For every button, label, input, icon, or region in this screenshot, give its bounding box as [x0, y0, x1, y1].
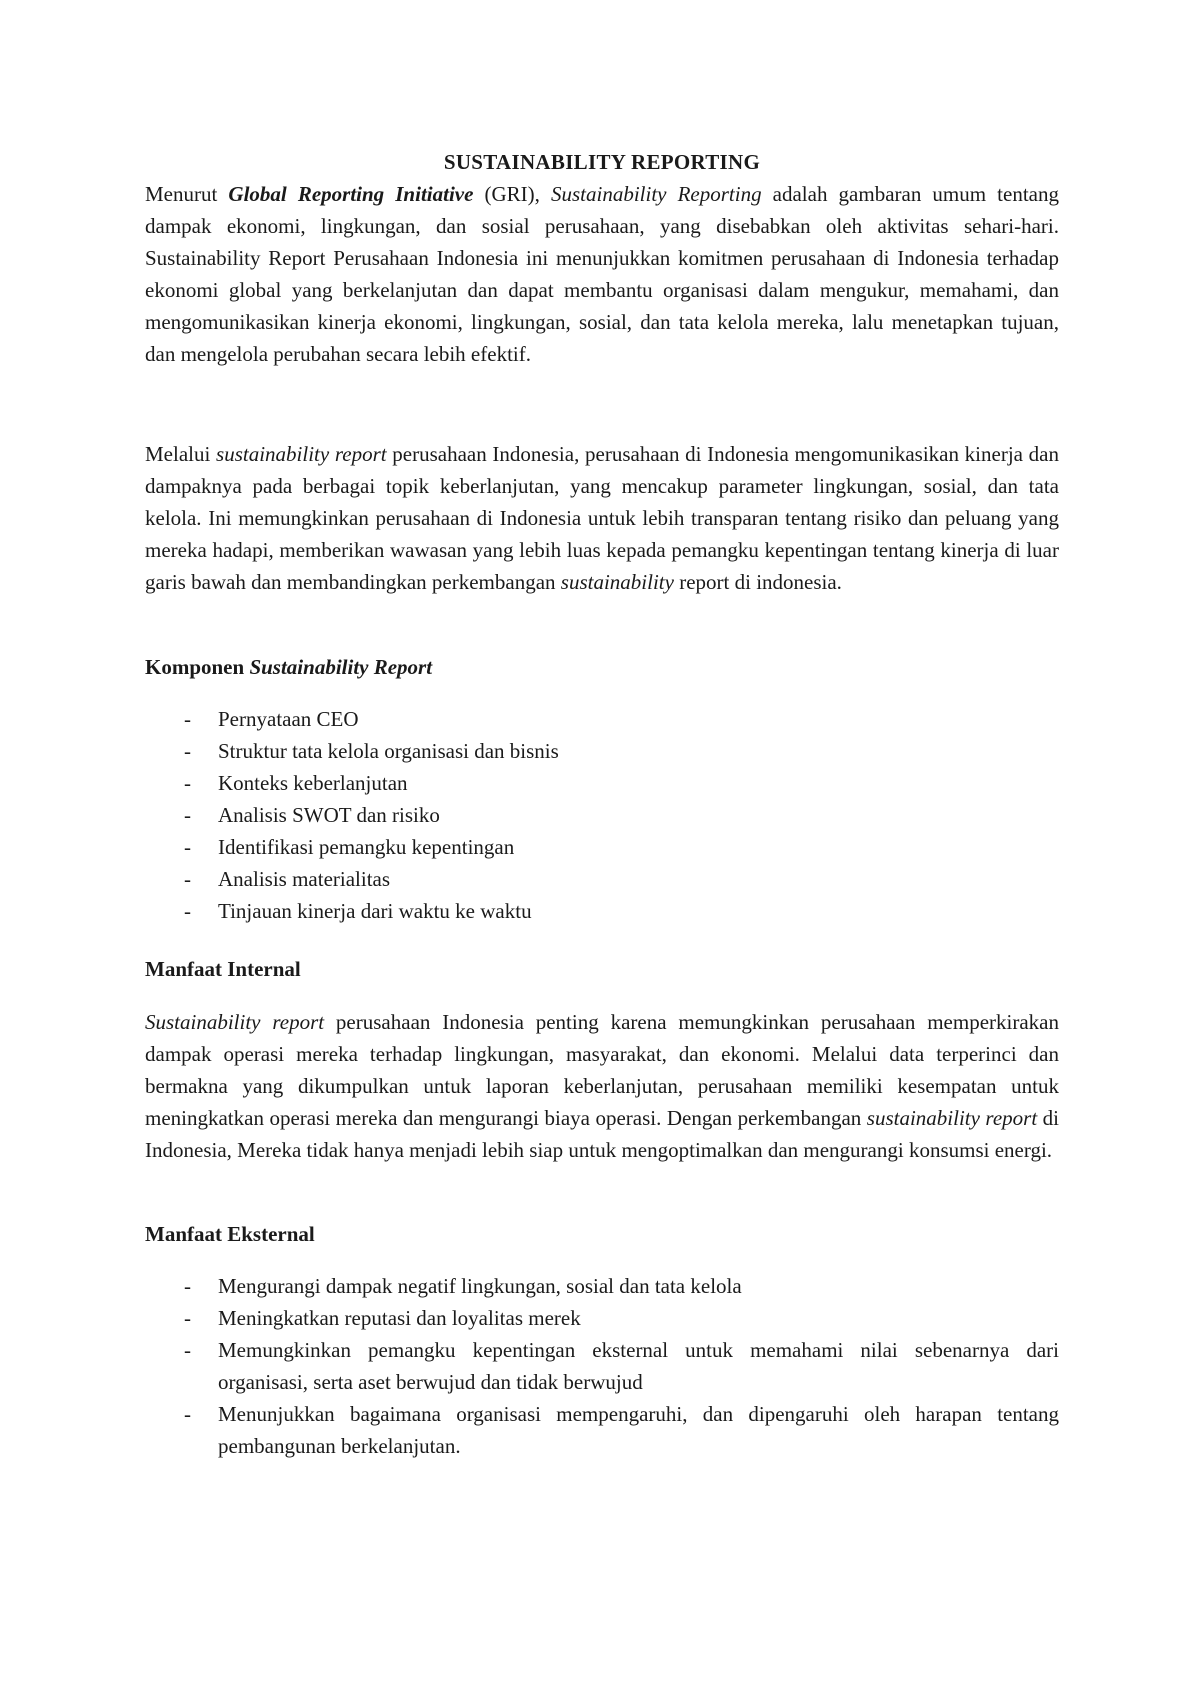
intro-text-1: Menurut: [145, 182, 229, 206]
list-dash: -: [184, 771, 191, 795]
list-dash: -: [184, 1402, 191, 1426]
list-item: [145, 863, 1059, 895]
list-dash: -: [184, 1306, 191, 1330]
list-item-text: Memungkinkan pemangku kepentingan eksternal untuk memahami nilai sebenarnya dari organisasi, serta aset berwujud dan tidak berwujud: [218, 1338, 1059, 1394]
list-dash: -: [184, 835, 191, 859]
list-item: [145, 1334, 1059, 1398]
komponen-heading-plain: Komponen: [145, 655, 250, 679]
internal-heading-text: Manfaat Internal: [145, 957, 301, 981]
p2-text-3: report di indonesia.: [673, 570, 842, 594]
list-item: [145, 703, 1059, 735]
p2-italic-1: sustainability report: [216, 442, 387, 466]
list-item: [145, 1302, 1059, 1334]
document-title: SUSTAINABILITY REPORTING: [443, 150, 761, 174]
list-dash: -: [184, 899, 191, 923]
list-item: [145, 799, 1059, 831]
list-item: [145, 831, 1059, 863]
intro-paragraph: [145, 178, 1059, 370]
internal-italic-1: Sustainability report: [145, 1010, 325, 1034]
list-dash: -: [184, 707, 191, 731]
p2-text-2: perusahaan Indonesia, perusahaan di Indonesia mengomunikasikan kinerja dan dampaknya pada berbagai topik keberlanjutan, yang mencakup parameter lingkungan, sosial, dan tata kelola. Ini memungkinkan perusahaan di Indonesia untuk lebih transparan tentang risiko dan peluang yang mereka hadapi, memberikan wawasan yang lebih luas kepada pemangku kepentingan tentang kinerja di luar garis bawah dan membandingkan perkembangan: [145, 442, 1059, 594]
list-item-text: Analisis SWOT dan risiko: [218, 803, 440, 827]
list-item: [145, 767, 1059, 799]
komponen-heading-italic: Sustainability Report: [249, 655, 433, 679]
intro-sr-term: Sustainability Reporting: [551, 182, 762, 206]
list-item-text: Mengurangi dampak negatif lingkungan, sosial dan tata kelola: [218, 1274, 742, 1298]
p2-italic-2: sustainability: [560, 570, 674, 594]
list-item: [145, 735, 1059, 767]
intro-gri-name: Global Reporting Initiative: [228, 182, 474, 206]
list-item-text: Identifikasi pemangku kepentingan: [218, 835, 515, 859]
list-item-text: Tinjauan kinerja dari waktu ke waktu: [218, 899, 532, 923]
internal-heading: [145, 953, 1059, 985]
p2-text-1: Melalui: [145, 442, 217, 466]
second-paragraph: [145, 438, 1059, 598]
internal-paragraph: [145, 1006, 1059, 1166]
list-dash: -: [184, 867, 191, 891]
internal-text-1: perusahaan Indonesia penting karena memungkinkan perusahaan memperkirakan dampak operasi mereka terhadap lingkungan, masyarakat, dan ekonomi. Melalui data terperinci dan bermakna yang dikumpulkan untuk laporan keberlanjutan, perusahaan memiliki kesempatan untuk meningkatkan operasi mereka dan mengurangi biaya operasi. Dengan perkembangan: [145, 1010, 1059, 1130]
list-item-text: Meningkatkan reputasi dan loyalitas merek: [218, 1306, 581, 1330]
list-item-text: Konteks keberlanjutan: [218, 771, 408, 795]
list-dash: -: [184, 739, 191, 763]
komponen-heading: [145, 651, 1059, 683]
eksternal-heading: [145, 1218, 1059, 1250]
list-dash: -: [184, 1274, 191, 1298]
list-dash: -: [184, 803, 191, 827]
eksternal-list: [145, 1270, 1059, 1462]
list-item: [145, 895, 1059, 927]
komponen-list: [145, 703, 1059, 927]
list-item: [145, 1270, 1059, 1302]
list-item: [145, 1398, 1059, 1462]
intro-text-2: (GRI),: [473, 182, 551, 206]
intro-text-3: adalah gambaran umum tentang dampak ekonomi, lingkungan, dan sosial perusahaan, yang disebabkan oleh aktivitas sehari-hari. Sustainability Report Perusahaan Indonesia ini menunjukkan komitmen perusahaan di Indonesia terhadap ekonomi global yang berkelanjutan dan dapat membantu organisasi dalam mengukur, memahami, dan mengomunikasikan kinerja ekonomi, lingkungan, sosial, dan tata kelola mereka, lalu menetapkan tujuan, dan mengelola perubahan secara lebih efektif.: [145, 182, 1059, 366]
eksternal-heading-text: Manfaat Eksternal: [145, 1222, 315, 1246]
internal-italic-2: sustainability report: [866, 1106, 1038, 1130]
list-item-text: Struktur tata kelola organisasi dan bisnis: [218, 739, 559, 763]
list-item-text: Analisis materialitas: [218, 867, 391, 891]
internal-text-2: di Indonesia, Mereka tidak hanya menjadi lebih siap untuk mengoptimalkan dan mengurangi konsumsi energi.: [145, 1106, 1059, 1162]
list-dash: -: [184, 1338, 191, 1362]
list-item-text: Menunjukkan bagaimana organisasi mempengaruhi, dan dipengaruhi oleh harapan tentang pembangunan berkelanjutan.: [218, 1402, 1059, 1458]
list-item-text: Pernyataan CEO: [218, 707, 359, 731]
